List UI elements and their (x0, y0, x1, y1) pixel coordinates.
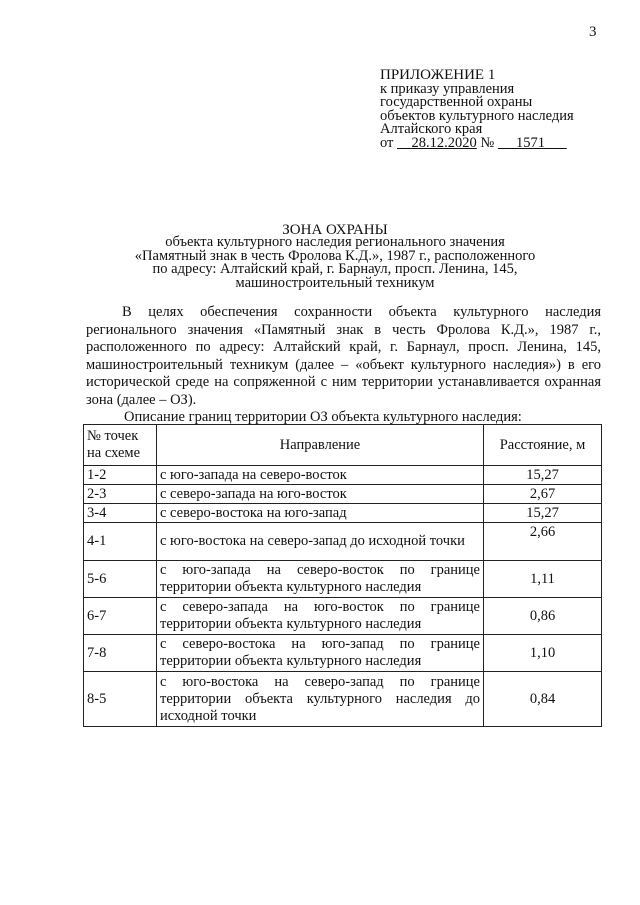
zone-title: ЗОНА ОХРАНЫ (282, 222, 388, 238)
cell-direction: с юго-востока на северо-запад по границе территории объекта культурного наследия до исходной точки (157, 672, 484, 727)
cell-points: 4-1 (84, 523, 157, 561)
table-row (84, 598, 602, 635)
cell-direction: с юго-запада на северо-восток (157, 466, 484, 485)
cell-points: 3-4 (84, 504, 157, 523)
cell-distance: 2,66 (484, 523, 602, 561)
cell-direction: с юго-востока на северо-запад до исходной точки (157, 523, 484, 561)
object-description (95, 236, 575, 290)
cell-distance: 1,10 (484, 635, 602, 672)
object-description-line: по адресу: Алтайский край, г. Барнаул, просп. Ленина, 145, (152, 261, 518, 278)
cell-direction: с северо-запада на юго-восток по границе территории объекта культурного наследия (157, 598, 484, 635)
order-date-line (380, 134, 630, 151)
header-points: № точек на схеме (84, 425, 157, 466)
boundary-table (83, 424, 602, 727)
cell-direction: с северо-запада на юго-восток (157, 485, 484, 504)
table-row (84, 523, 602, 561)
appendix-line: объектов культурного наследия (380, 107, 574, 124)
cell-direction: с северо-востока на юго-запад по границе территории объекта культурного наследия (157, 635, 484, 672)
object-description-line: «Памятный знак в честь Фролова К.Д.», 1987 г., расположенного (134, 247, 536, 264)
cell-distance: 15,27 (484, 504, 602, 523)
cell-distance: 0,86 (484, 598, 602, 635)
body-paragraph: В целях обеспечения сохранности объекта культурного наследия регионального значения «Памятный знак в честь Фролова К.Д.», 1987 г., расположенного по адресу: Алтайский край, г. Барнаул, просп. Ленина, 145, машиностроительный техникум (далее – «объект культурного наследия») в его исторической среде на сопряженной с ним территории устанавливается охранная зона (далее – ОЗ). (86, 304, 601, 408)
table-row (84, 672, 602, 727)
appendix-line: к приказу управления (380, 80, 515, 97)
appendix-title: ПРИЛОЖЕНИЕ 1 (380, 67, 496, 83)
number-prefix: № (480, 134, 495, 151)
cell-distance: 0,84 (484, 672, 602, 727)
cell-direction: с северо-востока на юго-запад (157, 504, 484, 523)
appendix-block (380, 69, 630, 151)
table-row (84, 485, 602, 504)
table-row (84, 561, 602, 598)
cell-points: 2-3 (84, 485, 157, 504)
cell-points: 7-8 (84, 635, 157, 672)
header-direction: Направление (157, 425, 484, 466)
table-caption: Описание границ территории ОЗ объекта культурного наследия: (124, 409, 522, 425)
cell-points: 8-5 (84, 672, 157, 727)
object-description-line: объекта культурного наследия регионального значения (165, 234, 505, 250)
appendix-line: государственной охраны (380, 94, 533, 111)
header-distance: Расстояние, м (484, 425, 602, 466)
table-row (84, 466, 602, 485)
object-description-line: машиностроительный техникум (235, 274, 435, 291)
cell-direction: с юго-запада на северо-восток по границе территории объекта культурного наследия (157, 561, 484, 598)
table-row (84, 504, 602, 523)
cell-distance: 1,11 (484, 561, 602, 598)
order-number: 1571 (516, 134, 545, 151)
date-prefix: от (380, 134, 394, 151)
appendix-line: Алтайского края (380, 121, 483, 138)
cell-points: 1-2 (84, 466, 157, 485)
cell-points: 5-6 (84, 561, 157, 598)
cell-distance: 2,67 (484, 485, 602, 504)
order-date: 28.12.2020 (411, 134, 477, 151)
table-row (84, 635, 602, 672)
table-header-row (84, 425, 602, 466)
cell-distance: 15,27 (484, 466, 602, 485)
cell-points: 6-7 (84, 598, 157, 635)
page-number: 3 (589, 24, 597, 40)
